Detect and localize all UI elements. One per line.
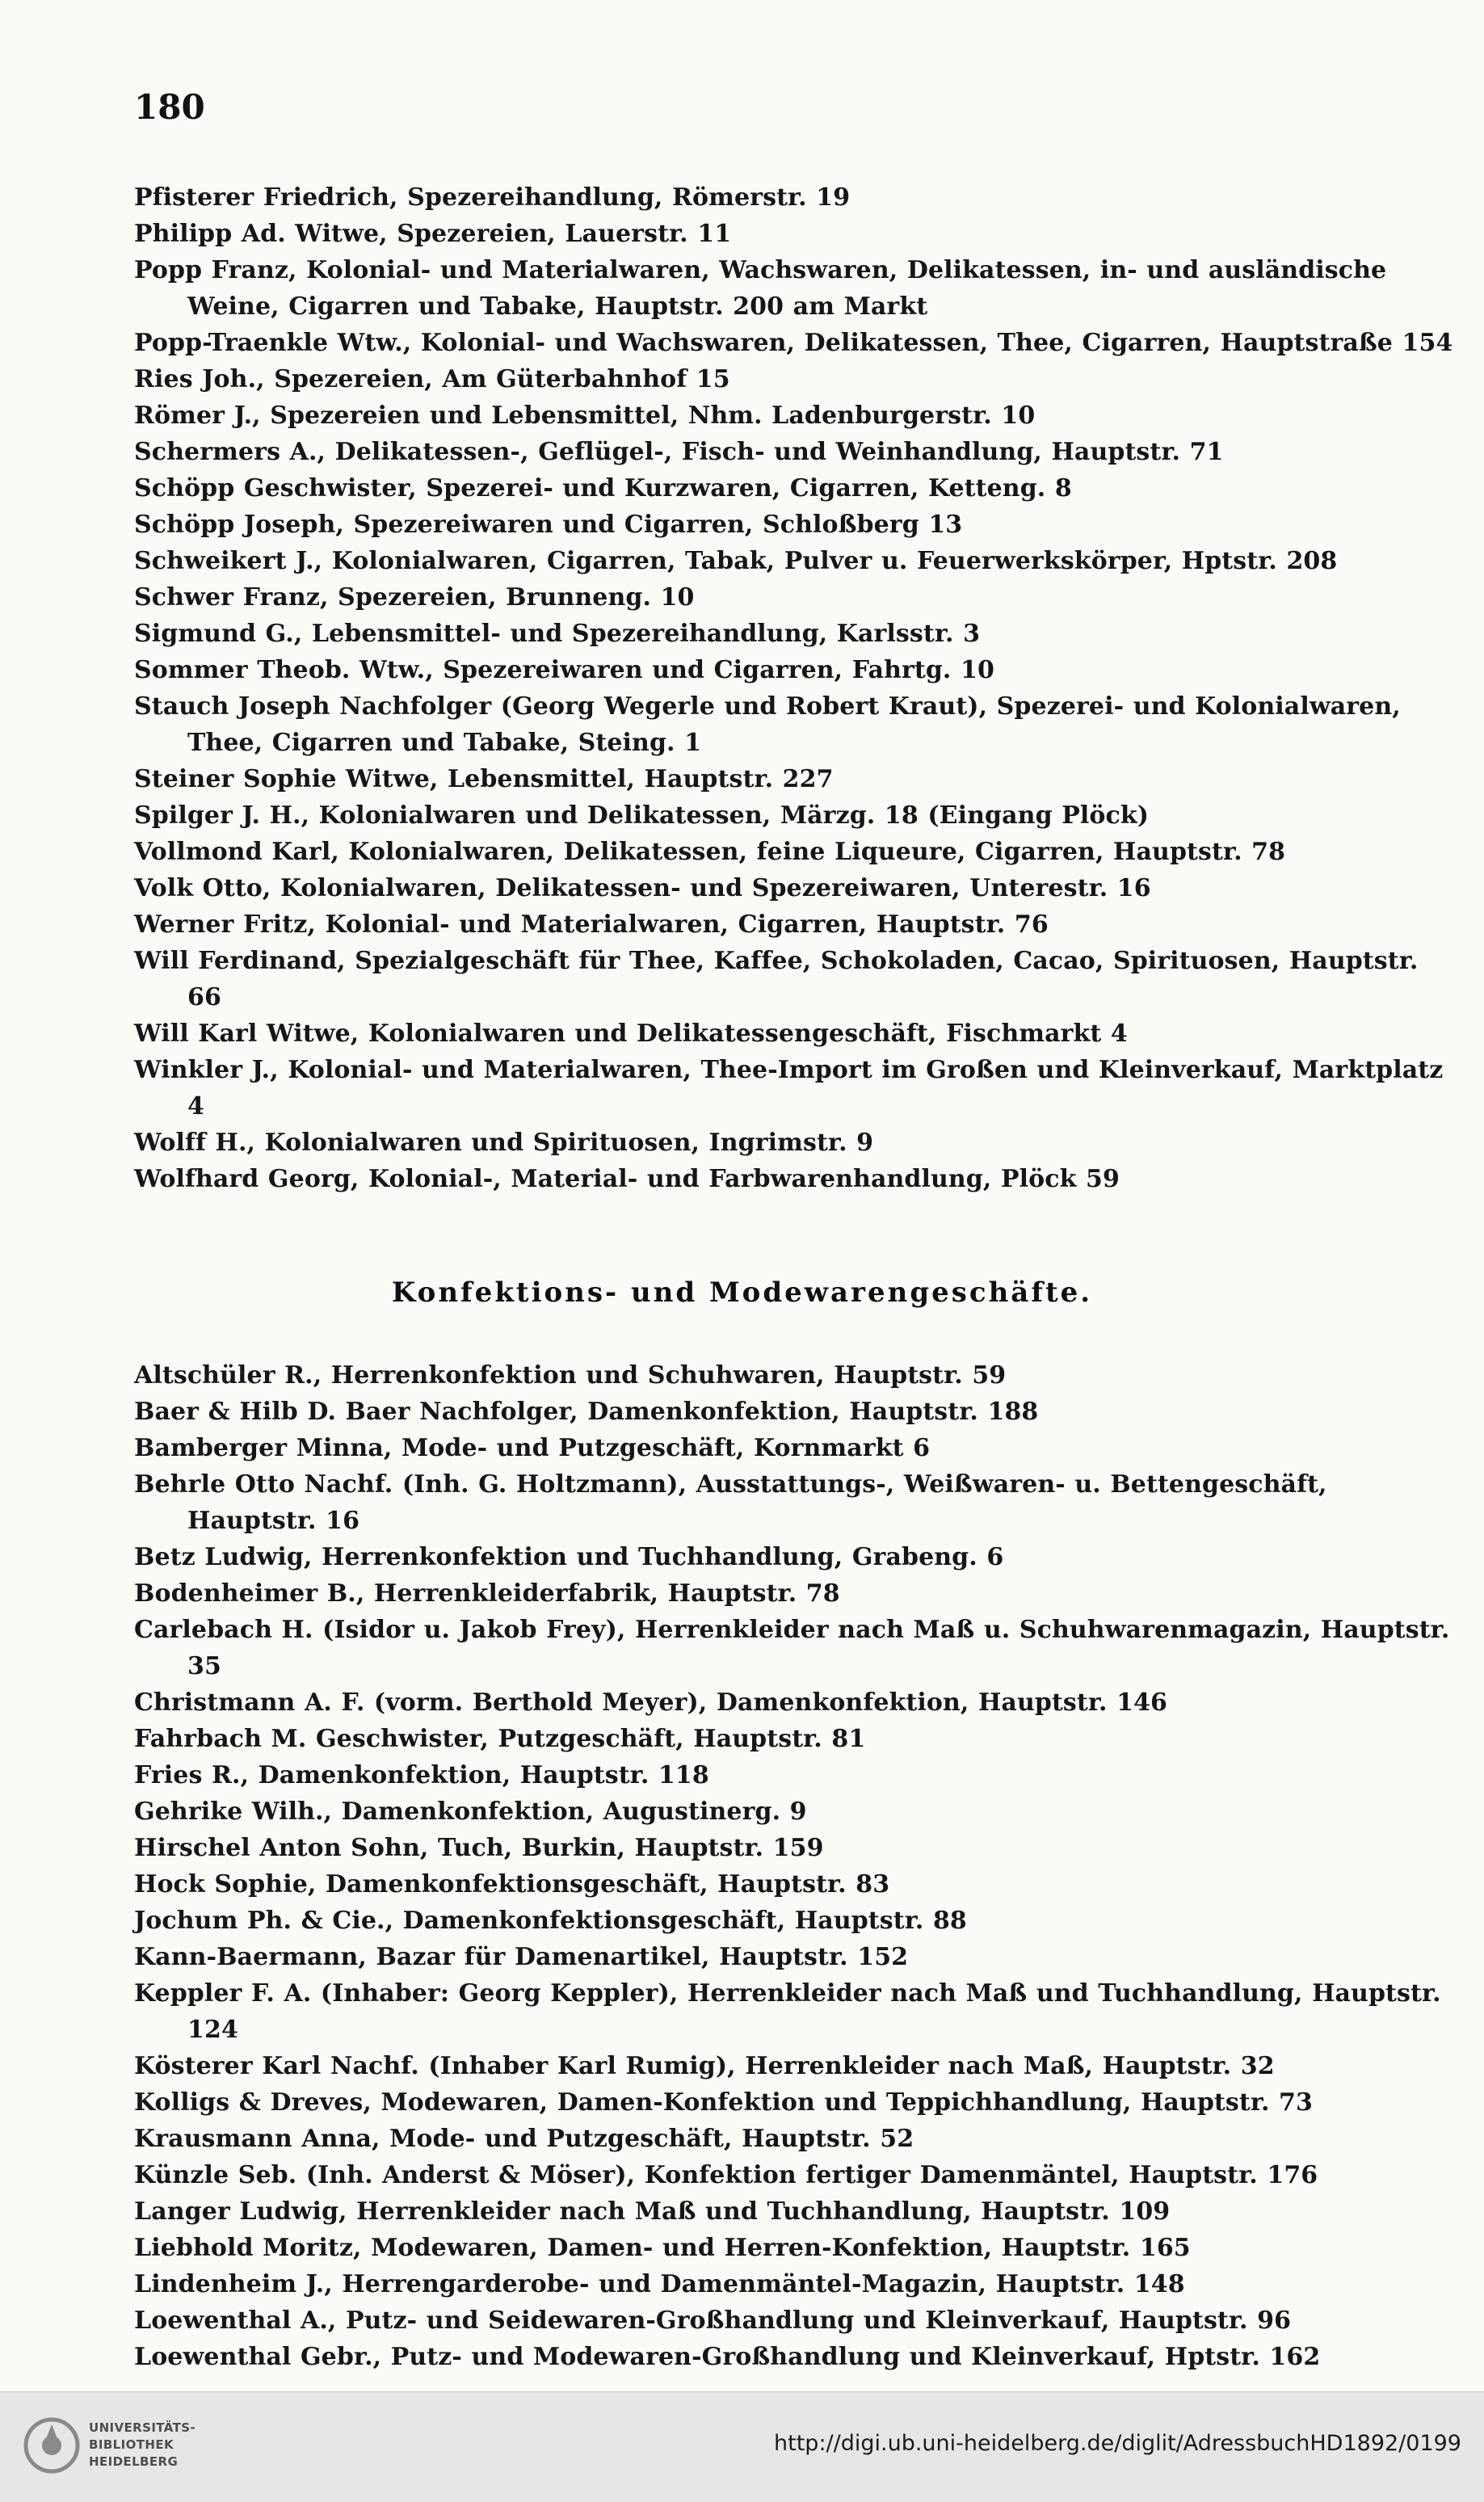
listing-entry: Fries R., Damenkonfektion, Hauptstr. 118 (134, 1761, 709, 1789)
listing-entry: Sigmund G., Lebensmittel- und Spezereihandlung, Karlsstr. 3 (134, 620, 981, 648)
listing-entry: Werner Fritz, Kolonial- und Materialwaren, Cigarren, Hauptstr. 76 (134, 910, 1049, 939)
library-seal-icon (23, 2416, 81, 2475)
section-heading: Konfektions- und Modewarengeschäfte. (391, 1276, 1093, 1309)
page-number: 180 (134, 87, 205, 127)
library-logo-text (89, 2420, 195, 2470)
listing-entry: Kösterer Karl Nachf. (Inhaber Karl Rumig), Herrenkleider nach Maß, Hauptstr. 32 (134, 2052, 1275, 2080)
listing-entry: Kann-Baermann, Bazar für Damenartikel, Hauptstr. 152 (134, 1943, 909, 1971)
listing-entry: Römer J., Spezereien und Lebensmittel, Nhm. Ladenburgerstr. 10 (134, 402, 1036, 430)
listing-entry: Schweikert J., Kolonialwaren, Cigarren, Tabak, Pulver u. Feuerwerkskörper, Hptstr. 208 (134, 547, 1338, 575)
listing-entry: Liebhold Moritz, Modewaren, Damen- und Herren-Konfektion, Hauptstr. 165 (134, 2234, 1191, 2262)
logo-line: UNIVERSITÄTS- (89, 2420, 196, 2435)
listing-entry: Fahrbach M. Geschwister, Putzgeschäft, Hauptstr. 81 (134, 1725, 866, 1753)
listing-entry: Carlebach H. (Isidor u. Jakob Frey), Herrenkleider nach Maß u. Schuhwarenmagazin, Hauptstr. 35 (134, 1616, 1450, 1680)
listing-entry: Bodenheimer B., Herrenkleiderfabrik, Hauptstr. 78 (134, 1579, 840, 1608)
listing-entry: Vollmond Karl, Kolonialwaren, Delikatessen, feine Liqueure, Cigarren, Hauptstr. 78 (134, 838, 1286, 866)
logo-line: BIBLIOTHEK (89, 2437, 174, 2452)
listing-entry: Wolff H., Kolonialwaren und Spirituosen, Ingrimstr. 9 (134, 1129, 874, 1157)
listing-entry: Will Karl Witwe, Kolonialwaren und Delikatessengeschäft, Fischmarkt 4 (134, 1020, 1128, 1048)
listing-entry: Loewenthal Gebr., Putz- und Modewaren-Großhandlung und Kleinverkauf, Hptstr. 162 (134, 2343, 1321, 2371)
listing-entry: Spilger J. H., Kolonialwaren und Delikatessen, Märzg. 18 (Eingang Plöck) (134, 801, 1150, 830)
listing-entry: Hock Sophie, Damenkonfektionsgeschäft, Hauptstr. 83 (134, 1870, 890, 1899)
grocers-listing (134, 179, 1459, 1197)
listing-entry: Will Ferdinand, Spezialgeschäft für Thee, Kaffee, Schokoladen, Cacao, Spirituosen, Hauptstr. 66 (134, 947, 1419, 1011)
listing-entry: Behrle Otto Nachf. (Inh. G. Holtzmann), Ausstattungs-, Weißwaren- u. Bettengeschäft, Hauptstr. 16 (134, 1470, 1327, 1535)
listing-entry: Stauch Joseph Nachfolger (Georg Wegerle und Robert Kraut), Spezerei- und Kolonialwaren, Thee, Cigarren und Tabake, Steing. 1 (134, 692, 1401, 757)
logo-line: HEIDELBERG (89, 2454, 179, 2469)
listing-entry: Betz Ludwig, Herrenkonfektion und Tuchhandlung, Grabeng. 6 (134, 1543, 1004, 1571)
listing-entry: Philipp Ad. Witwe, Spezereien, Lauerstr. 11 (134, 220, 732, 248)
listing-entry: Popp-Traenkle Wtw., Kolonial- und Wachswaren, Delikatessen, Thee, Cigarren, Hauptstraße 154 (134, 329, 1453, 357)
library-logo (23, 2416, 196, 2481)
listing-entry: Wolfhard Georg, Kolonial-, Material- und Farbwarenhandlung, Plöck 59 (134, 1165, 1120, 1193)
listing-entry: Schöpp Joseph, Spezereiwaren und Cigarren, Schloßberg 13 (134, 511, 963, 539)
footer-bar (0, 2391, 1484, 2502)
listing-entry: Altschüler R., Herrenkonfektion und Schuhwaren, Hauptstr. 59 (134, 1361, 1007, 1390)
listing-entry: Pfisterer Friedrich, Spezereihandlung, Römerstr. 19 (134, 183, 851, 212)
listing-entry: Krausmann Anna, Mode- und Putzgeschäft, Hauptstr. 52 (134, 2125, 914, 2153)
listing-entry: Loewenthal A., Putz- und Seidewaren-Großhandlung und Kleinverkauf, Hauptstr. 96 (134, 2306, 1292, 2335)
listing-entry: Jochum Ph. & Cie., Damenkonfektionsgeschäft, Hauptstr. 88 (134, 1907, 967, 1935)
listing-entry: Winkler J., Kolonial- und Materialwaren, Thee-Import im Großen und Kleinverkauf, Marktplatz 4 (134, 1056, 1444, 1121)
source-url-link[interactable]: http://digi.ub.uni-heidelberg.de/diglit/AdressbuchHD1892/0199 (774, 2431, 1461, 2456)
listing-entry: Lindenheim J., Herrengarderobe- und Damenmäntel-Magazin, Hauptstr. 148 (134, 2270, 1185, 2298)
listing-entry: Sommer Theob. Wtw., Spezereiwaren und Cigarren, Fahrtg. 10 (134, 656, 994, 684)
listing-entry: Baer & Hilb D. Baer Nachfolger, Damenkonfektion, Hauptstr. 188 (134, 1398, 1039, 1426)
listing-entry: Ries Joh., Spezereien, Am Güterbahnhof 15 (134, 365, 730, 393)
listing-entry: Bamberger Minna, Mode- und Putzgeschäft, Kornmarkt 6 (134, 1434, 931, 1462)
listing-entry: Kolligs & Dreves, Modewaren, Damen-Konfektion und Teppichhandlung, Hauptstr. 73 (134, 2088, 1314, 2117)
listing-entry: Langer Ludwig, Herrenkleider nach Maß und Tuchhandlung, Hauptstr. 109 (134, 2197, 1171, 2226)
listing-entry: Christmann A. F. (vorm. Berthold Meyer), Damenkonfektion, Hauptstr. 146 (134, 1688, 1168, 1717)
listing-entry: Künzle Seb. (Inh. Anderst & Möser), Konfektion fertiger Damenmäntel, Hauptstr. 176 (134, 2161, 1318, 2189)
listing-entry: Volk Otto, Kolonialwaren, Delikatessen- und Spezereiwaren, Unterestr. 16 (134, 874, 1151, 902)
clothiers-listing (134, 1357, 1459, 2375)
listing-entry: Steiner Sophie Witwe, Lebensmittel, Hauptstr. 227 (134, 765, 834, 793)
listing-entry: Popp Franz, Kolonial- und Materialwaren, Wachswaren, Delikatessen, in- und ausländische Weine, Cigarren und Tabake, Hauptstr. 200 am Markt (134, 256, 1387, 321)
listing-entry: Keppler F. A. (Inhaber: Georg Keppler), Herrenkleider nach Maß und Tuchhandlung, Hauptstr. 124 (134, 1979, 1441, 2044)
listing-entry: Schöpp Geschwister, Spezerei- und Kurzwaren, Cigarren, Ketteng. 8 (134, 474, 1072, 503)
listing-entry: Schwer Franz, Spezereien, Brunneng. 10 (134, 583, 695, 612)
listing-entry: Gehrike Wilh., Damenkonfektion, Augustinerg. 9 (134, 1798, 807, 1826)
listing-entry: Hirschel Anton Sohn, Tuch, Burkin, Hauptstr. 159 (134, 1834, 824, 1862)
listing-entry: Schermers A., Delikatessen-, Geflügel-, Fisch- und Weinhandlung, Hauptstr. 71 (134, 438, 1224, 466)
